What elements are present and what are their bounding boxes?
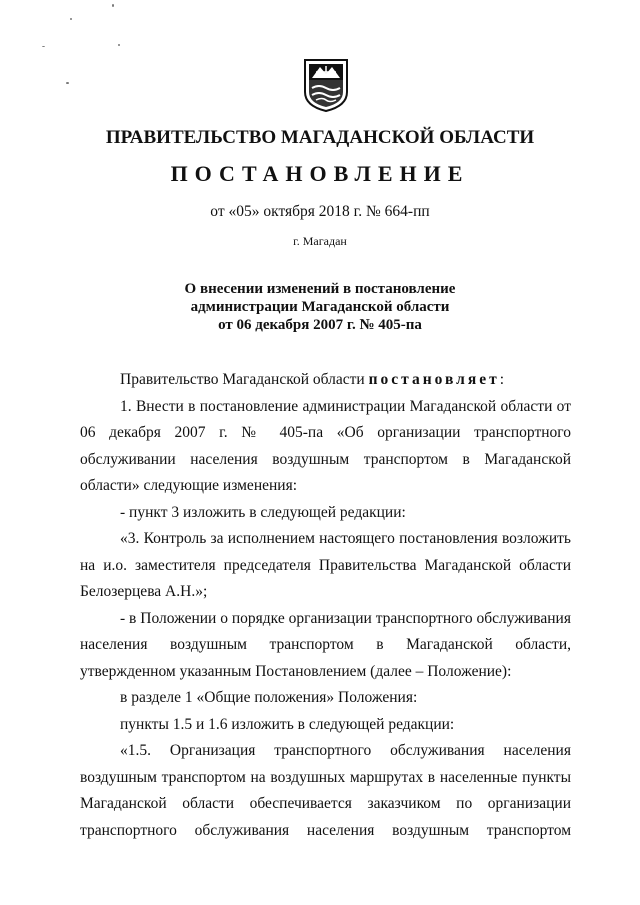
document-city: г. Магадан bbox=[293, 234, 347, 248]
document-body bbox=[80, 367, 571, 844]
paragraph: пункты 1.5 и 1.6 изложить в следующей редакции: bbox=[120, 715, 455, 733]
paragraph: - пункт 3 изложить в следующей редакции: bbox=[120, 503, 406, 521]
government-title: ПРАВИТЕЛЬСТВО МАГАДАНСКОЙ ОБЛАСТИ bbox=[105, 127, 535, 148]
preamble-end: : bbox=[499, 371, 505, 388]
subject-line: О внесении изменений в постановление bbox=[184, 281, 456, 297]
magadan-coat-of-arms-icon bbox=[302, 58, 350, 112]
paragraph: «1.5. Организация транспортного обслуживания населения воздушным транспортом на воздушных маршрутах в населенные пункты Магаданской области обеспечивается заказчиком по организации транспортного обслуживания населения воздушным транспортом bbox=[80, 742, 571, 839]
preamble-text: Правительство Магаданской области bbox=[120, 371, 369, 388]
subject-line: от 06 декабря 2007 г. № 405-па bbox=[218, 317, 422, 333]
paragraph: - в Положении о порядке организации транспортного обслуживания населения воздушным транспортом в Магаданской области, утвержденном указанным Постановлением (далее – Положение): bbox=[80, 609, 571, 680]
document-type: ПОСТАНОВЛЕНИЕ bbox=[170, 161, 470, 186]
scan-speck bbox=[118, 44, 120, 46]
document-date-number: от «05» октября 2018 г. № 664-пп bbox=[210, 203, 430, 220]
paragraph: «3. Контроль за исполнением настоящего постановления возложить на и.о. заместителя председателя Правительства Магаданской области Белозерцева А.Н.»; bbox=[80, 530, 571, 600]
paragraph: 1. Внести в постановление администрации Магаданской области от 06 декабря 2007 г. № 405-па «Об организации транспортного обслуживании населения воздушным транспортом в Магаданской области» следующие изменения: bbox=[80, 397, 571, 494]
preamble bbox=[80, 367, 571, 394]
scan-speck bbox=[66, 82, 69, 84]
scan-speck bbox=[42, 46, 45, 47]
scan-speck bbox=[70, 18, 72, 20]
scan-speck bbox=[112, 4, 114, 7]
subject-line: администрации Магаданской области bbox=[190, 299, 450, 315]
document-subject bbox=[0, 280, 640, 334]
preamble-verb: постановляет bbox=[368, 371, 500, 388]
paragraph: в разделе 1 «Общие положения» Положения: bbox=[120, 689, 418, 706]
